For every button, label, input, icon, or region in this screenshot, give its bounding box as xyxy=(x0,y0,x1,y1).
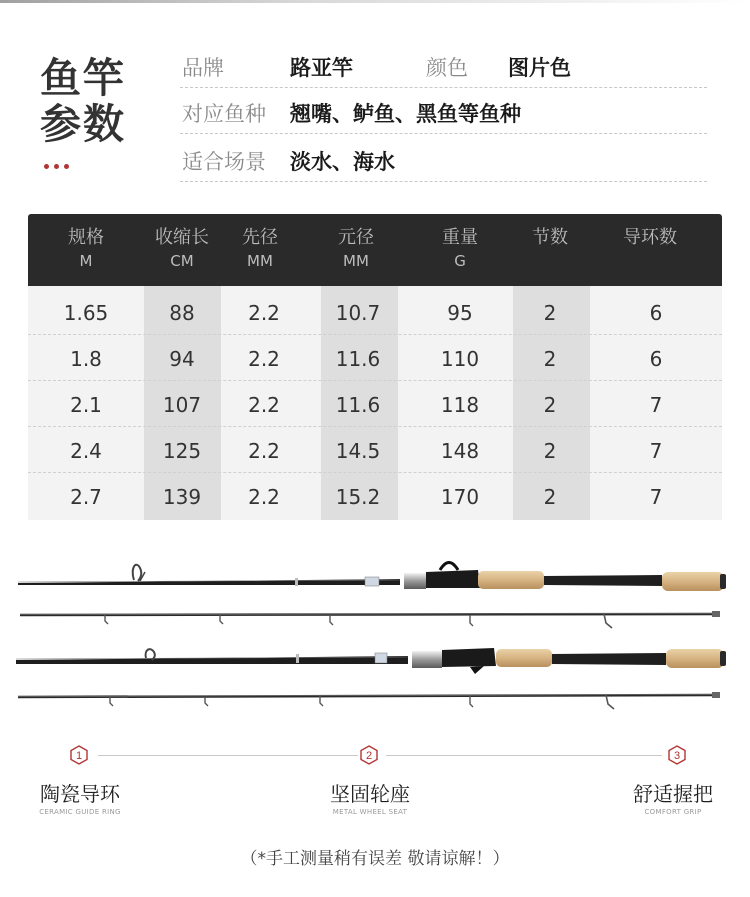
header-length: 收缩长 CM xyxy=(155,227,209,270)
feature-1-subtitle: CERAMIC GUIDE RING xyxy=(39,808,121,816)
table-cell: 2 xyxy=(543,393,557,417)
table-cell: 2.2 xyxy=(248,393,280,417)
title-dots-decoration xyxy=(44,164,69,169)
color-value: 图片色 xyxy=(508,56,571,80)
measurement-note: （*手工测量稍有误差 敬请谅解！） xyxy=(240,849,510,869)
rod-1-butt-section xyxy=(18,563,726,592)
title-line-1: 鱼竿 xyxy=(40,54,126,102)
fish-label: 对应鱼种 xyxy=(182,102,266,126)
water-label: 适合场景 xyxy=(182,150,266,174)
table-cell: 2 xyxy=(543,439,557,463)
table-cell: 14.5 xyxy=(335,439,381,463)
row-divider xyxy=(28,426,722,427)
table-cell: 170 xyxy=(440,485,480,509)
table-cell: 6 xyxy=(649,301,663,325)
table-cell: 15.2 xyxy=(335,485,381,509)
rod-2-tip-section xyxy=(18,692,720,709)
feature-connector-line xyxy=(386,755,662,756)
water-value: 淡水、海水 xyxy=(290,150,395,174)
spec-row-fish xyxy=(180,92,707,134)
feature-1-name: 陶瓷导环 xyxy=(40,782,120,806)
table-cell: 7 xyxy=(649,485,663,509)
svg-text:3: 3 xyxy=(673,750,681,762)
table-cell: 2 xyxy=(543,347,557,371)
table-cell: 11.6 xyxy=(335,347,381,371)
table-cell: 10.7 xyxy=(335,301,381,325)
header-weight: 重量 G xyxy=(442,227,478,270)
spec-row-brand xyxy=(180,46,707,88)
fishing-rods-image xyxy=(0,548,750,718)
spec-table xyxy=(28,214,722,520)
table-cell: 6 xyxy=(649,347,663,371)
table-cell: 7 xyxy=(649,439,663,463)
table-cell: 95 xyxy=(447,301,473,325)
table-cell: 2.4 xyxy=(70,439,102,463)
color-label: 颜色 xyxy=(426,56,468,80)
svg-text:2: 2 xyxy=(365,750,373,762)
table-cell: 2.1 xyxy=(70,393,102,417)
table-cell: 2 xyxy=(543,485,557,509)
rod-1-tip-section xyxy=(20,611,720,628)
table-cell: 2.2 xyxy=(248,301,280,325)
table-cell: 110 xyxy=(440,347,480,371)
table-cell: 148 xyxy=(440,439,480,463)
svg-text:1: 1 xyxy=(75,750,83,762)
table-cell: 7 xyxy=(649,393,663,417)
table-cell: 2.2 xyxy=(248,485,280,509)
table-cell: 107 xyxy=(162,393,202,417)
brand-value: 路亚竿 xyxy=(290,56,353,80)
feature-2-name: 坚固轮座 xyxy=(330,782,410,806)
feature-3-name: 舒适握把 xyxy=(633,782,713,806)
feature-3-subtitle: COMFORT GRIP xyxy=(644,808,702,816)
feature-2-subtitle: METAL WHEEL SEAT xyxy=(332,808,408,816)
table-cell: 11.6 xyxy=(335,393,381,417)
row-divider xyxy=(28,334,722,335)
brand-label: 品牌 xyxy=(182,56,224,80)
feature-strip xyxy=(0,740,750,830)
table-cell: 88 xyxy=(169,301,195,325)
header-sections: 节数 xyxy=(532,227,568,248)
table-cell: 139 xyxy=(162,485,202,509)
feature-connector-line xyxy=(98,755,358,756)
table-cell: 2.7 xyxy=(70,485,102,509)
table-cell: 1.8 xyxy=(70,347,102,371)
fish-value: 翘嘴、鲈鱼、黑鱼等鱼种 xyxy=(290,102,521,126)
header-spec: 规格 M xyxy=(68,227,104,270)
table-cell: 2.2 xyxy=(248,439,280,463)
table-cell: 1.65 xyxy=(63,301,109,325)
table-cell: 125 xyxy=(162,439,202,463)
table-cell: 2.2 xyxy=(248,347,280,371)
table-cell: 118 xyxy=(440,393,480,417)
feature-3-badge-icon xyxy=(667,745,687,765)
table-cell: 94 xyxy=(169,347,195,371)
page-title xyxy=(40,55,126,147)
header-guides: 导环数 xyxy=(623,227,677,248)
header-tip: 先径 MM xyxy=(242,227,278,270)
spec-row-water xyxy=(180,140,707,182)
feature-2-badge-icon xyxy=(359,745,379,765)
row-divider xyxy=(28,472,722,473)
row-divider xyxy=(28,380,722,381)
rod-2-butt-section xyxy=(16,648,726,674)
feature-1-badge-icon xyxy=(69,745,89,765)
title-line-2: 参数 xyxy=(40,100,126,148)
top-divider xyxy=(0,0,750,3)
header-butt: 元径 MM xyxy=(338,227,374,270)
table-cell: 2 xyxy=(543,301,557,325)
